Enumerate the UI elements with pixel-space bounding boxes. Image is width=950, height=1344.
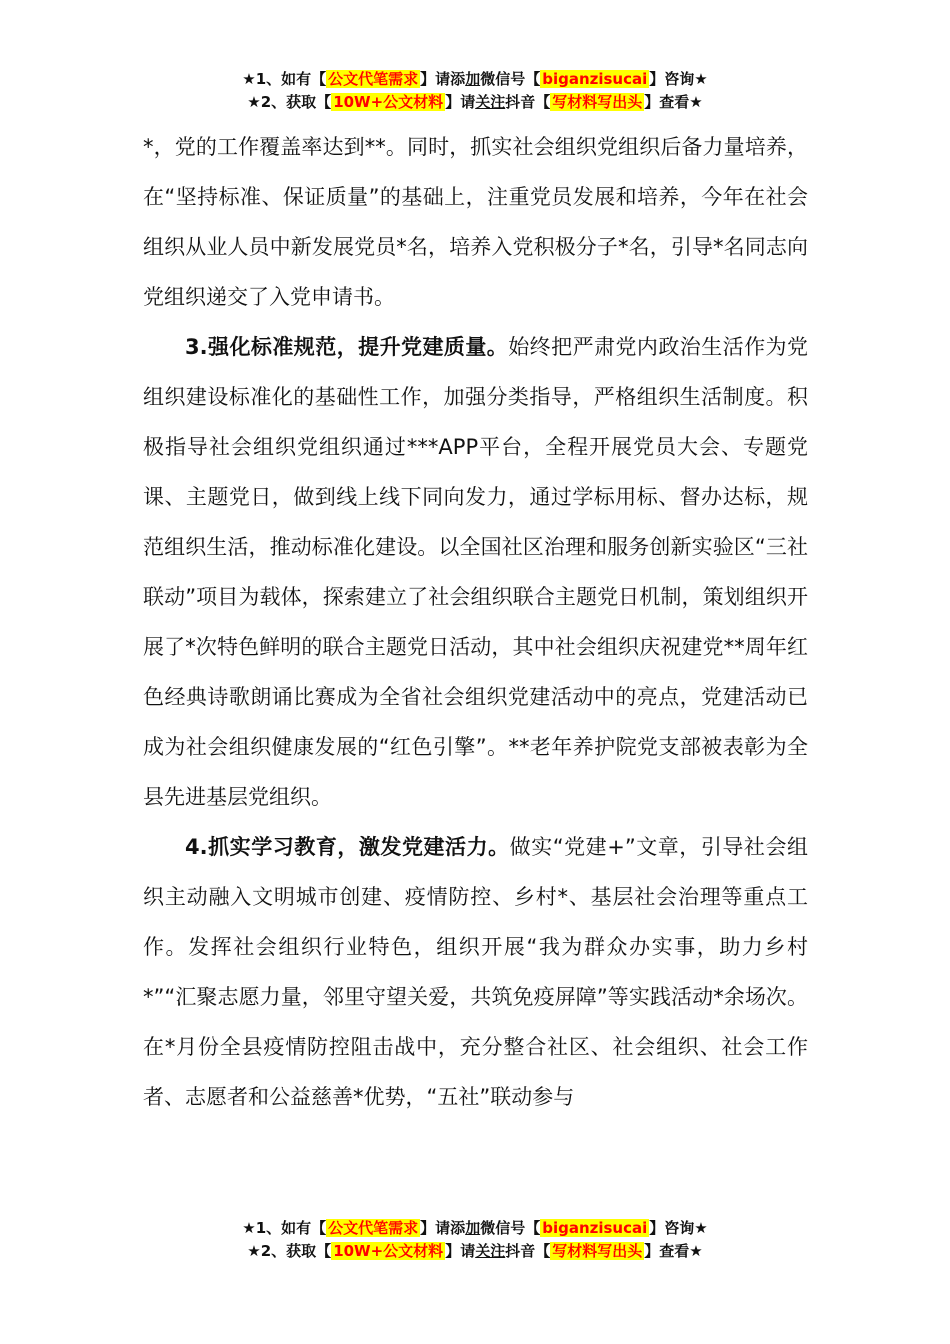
footer-banner — [0, 1217, 950, 1263]
highlight-wechat-id: biganzisucai — [542, 1219, 648, 1237]
banner-text: 】请添 — [420, 1219, 466, 1237]
highlight-materials: 10W+公文材料 — [333, 1242, 444, 1260]
highlight-service: 公文代笔需求 — [328, 1219, 419, 1237]
banner-text: 】请添 — [420, 70, 466, 88]
banner-text: 抖音【 — [505, 93, 551, 111]
highlight-wechat-id: biganzisucai — [542, 70, 648, 88]
highlight-service: 公文代笔需求 — [328, 70, 419, 88]
banner-underlined: 加 — [465, 1219, 481, 1237]
banner-line-1 — [0, 68, 950, 91]
document-body — [143, 122, 808, 1122]
paragraph-heading: 4.抓实学习教育，激发党建活力。 — [185, 835, 510, 859]
banner-line-1 — [0, 1217, 950, 1240]
banner-text: ★2、获取【 — [247, 93, 332, 111]
highlight-materials: 10W+公文材料 — [333, 93, 444, 111]
banner-text: ★2、获取【 — [247, 1242, 332, 1260]
paragraph-text: 做实“党建+”文章，引导社会组织主动融入文明城市创建、疫情防控、乡村*、基层社会治理等重点工作。发挥社会组织行业特色，组织开展“我为群众办实事，助力乡村*”“汇聚志愿力量，邻里守望关爱，共筑免疫屏障”等实践活动*余场次。在*月份全县疫情防控阻击战中，充分整合社区、社会组织、社会工作者、志愿者和公益慈善*优势，“五社”联动参与 — [143, 835, 808, 1109]
banner-line-2 — [0, 1240, 950, 1263]
banner-underlined: 关注 — [475, 93, 506, 111]
banner-text: ★1、如有【 — [242, 1219, 327, 1237]
banner-text: 抖音【 — [505, 1242, 551, 1260]
paragraph-text: 始终把严肃党内政治生活作为党组织建设标准化的基础性工作，加强分类指导，严格组织生活制度。积极指导社会组织党组织通过***APP平台，全程开展党员大会、专题党课、主题党日，做到线上线下同向发力，通过学标用标、督办达标，规范组织生活，推动标准化建设。以全国社区治理和服务创新实验区“三社联动”项目为载体，探索建立了社会组织联合主题党日机制，策划组织开展了*次特色鲜明的联合主题党日活动，其中社会组织庆祝建党**周年红色经典诗歌朗诵比赛成为全省社会组织党建活动中的亮点，党建活动已成为社会组织健康发展的“红色引擎”。**老年养护院党支部被表彰为全县先进基层党组织。 — [143, 335, 808, 809]
paragraph-continuation — [143, 122, 808, 322]
header-banner — [0, 68, 950, 114]
banner-text: 微信号【 — [480, 1219, 541, 1237]
banner-text: 微信号【 — [480, 70, 541, 88]
banner-underlined: 关注 — [475, 1242, 506, 1260]
banner-text: 】咨询★ — [649, 70, 708, 88]
paragraph-education — [143, 822, 808, 1122]
banner-text: 】咨询★ — [649, 1219, 708, 1237]
banner-text: 】请 — [445, 93, 476, 111]
paragraph-standards — [143, 322, 808, 822]
banner-text: 】查看★ — [644, 1242, 703, 1260]
banner-line-2 — [0, 91, 950, 114]
banner-text: 】查看★ — [644, 93, 703, 111]
paragraph-text: *，党的工作覆盖率达到**。同时，抓实社会组织党组织后备力量培养，在“坚持标准、保证质量”的基础上，注重党员发展和培养，今年在社会组织从业人员中新发展党员*名，培养入党积极分子*名，引导*名同志向党组织递交了入党申请书。 — [143, 135, 808, 309]
highlight-douyin-account: 写材料写出头 — [552, 1242, 643, 1260]
highlight-douyin-account: 写材料写出头 — [552, 93, 643, 111]
banner-text: 】请 — [445, 1242, 476, 1260]
banner-underlined: 加 — [465, 70, 481, 88]
banner-text: ★1、如有【 — [242, 70, 327, 88]
paragraph-heading: 3.强化标准规范，提升党建质量。 — [185, 335, 509, 359]
